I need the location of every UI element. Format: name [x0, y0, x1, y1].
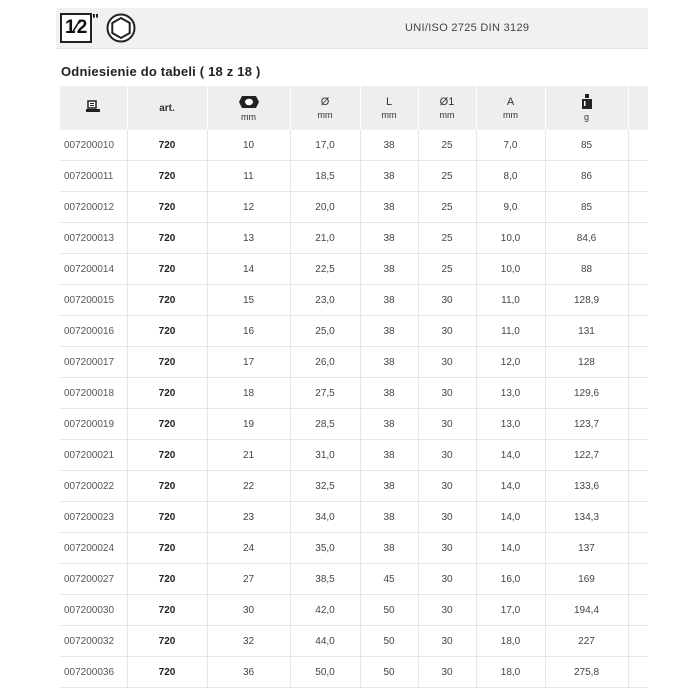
cell-weight: 169	[545, 564, 628, 595]
cell-size: 15	[207, 285, 290, 316]
cell-dia: 31,0	[290, 440, 360, 471]
cell-a: 14,0	[476, 533, 545, 564]
cell-l: 38	[360, 378, 418, 409]
cell-a: 10,0	[476, 223, 545, 254]
table-row[interactable]	[60, 130, 648, 161]
cell-dia: 27,5	[290, 378, 360, 409]
cell-size: 18	[207, 378, 290, 409]
cell-size: 23	[207, 502, 290, 533]
cell-size: 10	[207, 130, 290, 161]
column-header-code[interactable]	[60, 86, 127, 130]
cell-art: 720	[127, 378, 207, 409]
table-caption: Odniesienie do tabeli ( 18 z 18 )	[61, 64, 261, 79]
size-badge-text: 1⁄2	[65, 17, 87, 38]
column-header-size[interactable]	[207, 86, 290, 130]
cell-dia1: 30	[418, 409, 476, 440]
cell-dia1: 30	[418, 502, 476, 533]
cell-code[interactable]: 007200030	[60, 595, 127, 626]
cell-l: 38	[360, 440, 418, 471]
table-body	[60, 130, 648, 688]
cell-weight: 84,6	[545, 223, 628, 254]
column-symbol-l: L	[385, 95, 393, 108]
cell-size: 22	[207, 471, 290, 502]
cell-code[interactable]: 007200018	[60, 378, 127, 409]
cell-code[interactable]: 007200027	[60, 564, 127, 595]
column-unit-weight: g	[583, 111, 589, 122]
cell-l: 38	[360, 130, 418, 161]
cell-a: 10,0	[476, 254, 545, 285]
cell-art: 720	[127, 223, 207, 254]
cell-size: 14	[207, 254, 290, 285]
cell-extra	[628, 285, 648, 316]
table-row[interactable]	[60, 440, 648, 471]
cell-code[interactable]: 007200032	[60, 626, 127, 657]
cell-extra	[628, 378, 648, 409]
cell-code[interactable]: 007200017	[60, 347, 127, 378]
table-row[interactable]	[60, 316, 648, 347]
cell-a: 9,0	[476, 192, 545, 223]
cell-dia: 50,0	[290, 657, 360, 688]
cell-extra	[628, 657, 648, 688]
cell-code[interactable]: 007200024	[60, 533, 127, 564]
column-header-l[interactable]	[360, 86, 418, 130]
standard-label: UNI/ISO 2725 DIN 3129	[405, 22, 530, 34]
cell-size: 24	[207, 533, 290, 564]
cell-size: 11	[207, 161, 290, 192]
cell-code[interactable]: 007200015	[60, 285, 127, 316]
cell-a: 14,0	[476, 440, 545, 471]
column-symbol-dia: Ø	[320, 95, 330, 108]
cell-art: 720	[127, 471, 207, 502]
hexagon-socket-icon	[106, 13, 136, 43]
cell-dia1: 30	[418, 533, 476, 564]
cell-dia: 23,0	[290, 285, 360, 316]
half-inch-drive-icon	[60, 11, 99, 43]
cell-a: 14,0	[476, 502, 545, 533]
table-row[interactable]	[60, 533, 648, 564]
cell-dia: 34,0	[290, 502, 360, 533]
cell-code[interactable]: 007200014	[60, 254, 127, 285]
cell-weight: 88	[545, 254, 628, 285]
table-row[interactable]	[60, 378, 648, 409]
column-symbol-a: A	[506, 95, 515, 108]
cell-extra	[628, 254, 648, 285]
column-header-extra	[628, 86, 648, 130]
cell-size: 17	[207, 347, 290, 378]
column-unit-a: mm	[503, 109, 518, 120]
column-symbol-dia1: Ø1	[439, 95, 455, 108]
table-row[interactable]	[60, 502, 648, 533]
cell-art: 720	[127, 192, 207, 223]
cell-size: 21	[207, 440, 290, 471]
cell-dia1: 25	[418, 192, 476, 223]
column-unit-l: mm	[381, 109, 397, 120]
column-header-weight[interactable]	[545, 86, 628, 130]
table-row[interactable]	[60, 657, 648, 688]
cell-extra	[628, 192, 648, 223]
table-row[interactable]	[60, 285, 648, 316]
cell-size: 36	[207, 657, 290, 688]
cell-extra	[628, 316, 648, 347]
cell-dia1: 30	[418, 564, 476, 595]
column-unit-size: mm	[241, 111, 256, 122]
cell-dia: 35,0	[290, 533, 360, 564]
cell-code[interactable]: 007200019	[60, 409, 127, 440]
cell-art: 720	[127, 285, 207, 316]
cell-art: 720	[127, 533, 207, 564]
table-row[interactable]	[60, 409, 648, 440]
cell-l: 38	[360, 347, 418, 378]
cell-dia: 42,0	[290, 595, 360, 626]
cell-art: 720	[127, 440, 207, 471]
column-header-a[interactable]	[476, 86, 545, 130]
cell-extra	[628, 502, 648, 533]
table-row[interactable]	[60, 564, 648, 595]
cell-weight: 128	[545, 347, 628, 378]
cell-dia1: 25	[418, 130, 476, 161]
table-header-row	[60, 86, 648, 130]
cell-extra	[628, 409, 648, 440]
cell-art: 720	[127, 657, 207, 688]
cell-l: 38	[360, 192, 418, 223]
column-header-dia[interactable]	[290, 86, 360, 130]
cell-weight: 275,8	[545, 657, 628, 688]
cell-l: 38	[360, 254, 418, 285]
cell-size: 13	[207, 223, 290, 254]
cell-size: 32	[207, 626, 290, 657]
cell-dia1: 25	[418, 223, 476, 254]
cell-a: 11,0	[476, 316, 545, 347]
cell-extra	[628, 440, 648, 471]
cell-dia: 44,0	[290, 626, 360, 657]
cell-l: 38	[360, 471, 418, 502]
cell-a: 11,0	[476, 285, 545, 316]
cell-size: 30	[207, 595, 290, 626]
cell-weight: 137	[545, 533, 628, 564]
cell-l: 50	[360, 595, 418, 626]
cell-code[interactable]: 007200011	[60, 161, 127, 192]
cell-l: 38	[360, 285, 418, 316]
cell-art: 720	[127, 347, 207, 378]
cell-extra	[628, 471, 648, 502]
cell-weight: 129,6	[545, 378, 628, 409]
cell-l: 38	[360, 161, 418, 192]
cell-a: 12,0	[476, 347, 545, 378]
column-unit-dia: mm	[317, 109, 333, 120]
cell-a: 16,0	[476, 564, 545, 595]
cell-dia1: 30	[418, 626, 476, 657]
table-row[interactable]	[60, 254, 648, 285]
cell-dia1: 25	[418, 161, 476, 192]
cell-weight: 123,7	[545, 409, 628, 440]
cell-weight: 134,3	[545, 502, 628, 533]
column-header-dia1[interactable]	[418, 86, 476, 130]
cell-code[interactable]: 007200016	[60, 316, 127, 347]
cell-size: 12	[207, 192, 290, 223]
cell-dia: 32,5	[290, 471, 360, 502]
product-header-bar	[56, 8, 648, 49]
cell-extra	[628, 564, 648, 595]
cell-a: 14,0	[476, 471, 545, 502]
cell-art: 720	[127, 564, 207, 595]
cell-l: 38	[360, 409, 418, 440]
cell-a: 13,0	[476, 409, 545, 440]
hex-nut-icon	[238, 94, 260, 110]
cell-a: 18,0	[476, 657, 545, 688]
cell-extra	[628, 533, 648, 564]
cell-l: 38	[360, 223, 418, 254]
cell-l: 38	[360, 316, 418, 347]
cell-code[interactable]: 007200022	[60, 471, 127, 502]
cell-dia: 28,5	[290, 409, 360, 440]
cell-dia: 25,0	[290, 316, 360, 347]
cell-weight: 133,6	[545, 471, 628, 502]
cell-l: 50	[360, 626, 418, 657]
cell-size: 19	[207, 409, 290, 440]
cell-weight: 128,9	[545, 285, 628, 316]
table-row[interactable]	[60, 223, 648, 254]
cell-code[interactable]: 007200021	[60, 440, 127, 471]
cell-l: 50	[360, 657, 418, 688]
cell-weight: 85	[545, 130, 628, 161]
cell-dia1: 30	[418, 657, 476, 688]
cell-weight: 227	[545, 626, 628, 657]
cell-a: 17,0	[476, 595, 545, 626]
cell-size: 16	[207, 316, 290, 347]
cell-art: 720	[127, 409, 207, 440]
cell-weight: 122,7	[545, 440, 628, 471]
cell-art: 720	[127, 316, 207, 347]
cell-code[interactable]: 007200036	[60, 657, 127, 688]
cell-code[interactable]: 007200012	[60, 192, 127, 223]
cell-dia1: 30	[418, 595, 476, 626]
weight-icon	[580, 94, 594, 110]
cell-dia1: 30	[418, 440, 476, 471]
cell-extra	[628, 347, 648, 378]
cell-l: 45	[360, 564, 418, 595]
cell-weight: 85	[545, 192, 628, 223]
cell-extra	[628, 223, 648, 254]
cell-dia: 21,0	[290, 223, 360, 254]
cell-dia: 26,0	[290, 347, 360, 378]
cell-dia: 22,5	[290, 254, 360, 285]
table-row[interactable]	[60, 626, 648, 657]
cell-l: 38	[360, 533, 418, 564]
cell-extra	[628, 626, 648, 657]
cell-dia1: 30	[418, 378, 476, 409]
cell-art: 720	[127, 626, 207, 657]
table-row[interactable]	[60, 595, 648, 626]
cell-code[interactable]: 007200023	[60, 502, 127, 533]
table-row[interactable]	[60, 192, 648, 223]
cell-a: 18,0	[476, 626, 545, 657]
cell-a: 13,0	[476, 378, 545, 409]
cell-code[interactable]: 007200013	[60, 223, 127, 254]
spec-table	[60, 86, 648, 688]
cell-art: 720	[127, 161, 207, 192]
cell-a: 7,0	[476, 130, 545, 161]
column-unit-dia1: mm	[439, 109, 455, 120]
cell-extra	[628, 595, 648, 626]
cell-extra	[628, 130, 648, 161]
cell-a: 8,0	[476, 161, 545, 192]
cell-art: 720	[127, 502, 207, 533]
cell-size: 27	[207, 564, 290, 595]
table-row[interactable]	[60, 161, 648, 192]
cell-dia1: 30	[418, 471, 476, 502]
size-badge-quote: "	[91, 11, 99, 28]
table-row[interactable]	[60, 347, 648, 378]
cell-dia1: 30	[418, 347, 476, 378]
spec-table-container	[60, 86, 648, 700]
cell-art: 720	[127, 130, 207, 161]
computer-icon	[85, 100, 101, 114]
cell-weight: 131	[545, 316, 628, 347]
cell-dia: 38,5	[290, 564, 360, 595]
cell-weight: 194,4	[545, 595, 628, 626]
cell-dia1: 30	[418, 285, 476, 316]
cell-dia: 18,5	[290, 161, 360, 192]
table-row[interactable]	[60, 471, 648, 502]
column-header-art[interactable]: art.	[127, 86, 207, 130]
cell-art: 720	[127, 254, 207, 285]
cell-l: 38	[360, 502, 418, 533]
cell-weight: 86	[545, 161, 628, 192]
cell-dia: 20,0	[290, 192, 360, 223]
cell-extra	[628, 161, 648, 192]
cell-dia1: 25	[418, 254, 476, 285]
cell-code[interactable]: 007200010	[60, 130, 127, 161]
cell-art: 720	[127, 595, 207, 626]
cell-dia: 17,0	[290, 130, 360, 161]
cell-dia1: 30	[418, 316, 476, 347]
